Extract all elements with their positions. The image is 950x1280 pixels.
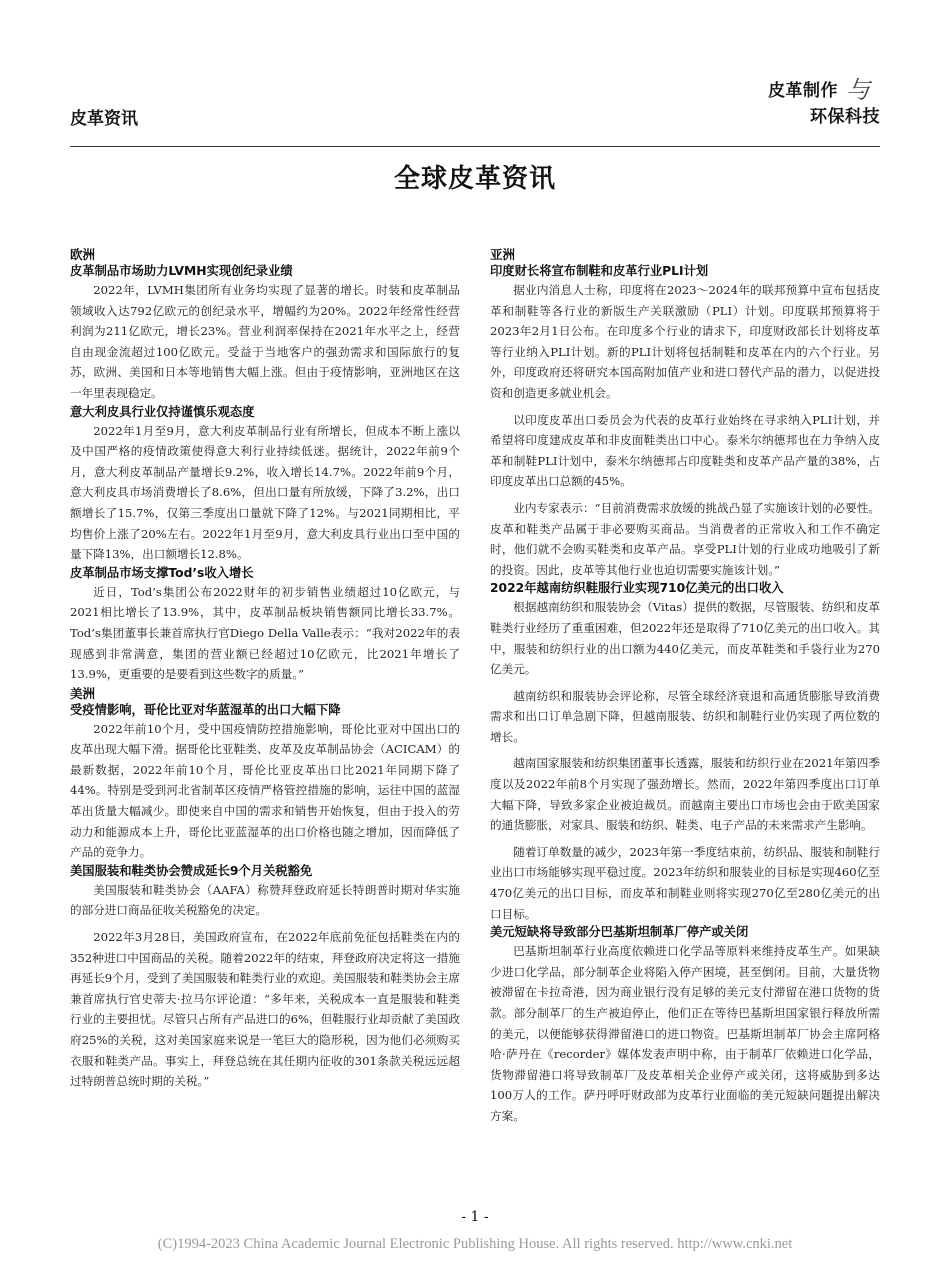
region-label-europe: 欧洲 bbox=[70, 247, 96, 262]
region-label-americas: 美洲 bbox=[70, 685, 96, 701]
article-headline: 2022年越南纺织鞋服行业实现710亿美元的出口收入 bbox=[490, 581, 784, 596]
article-paragraph: 巴基斯坦制革行业高度依赖进口化学品等原料来维持皮革生产。如果缺少进口化学品，部分制革企业将陷入停产困境，甚至倒闭。目前，大量货物被滞留在卡拉奇港，因为商业银行没有足够的美元支付滞留在港口货物的货款。部分制革厂的生产被迫停止，他们正在等待巴基斯坦国家银行释放所需的美元，以便能够获得滞留港口的进口物资。巴基斯坦制革厂协会主席阿格哈·萨丹在《recorder》媒体发表声明中称，由于制革厂依赖进口化学品，货物滞留港口将导致制革厂及皮革相关企业停产或关闭，这将威胁到多达100万人的工作。萨丹呼吁财政部为皮革行业面临的美元短缺问题提出解决方案。 bbox=[490, 944, 880, 1123]
article-paragraph: 越南国家服装和纺织集团董事长透露，服装和纺织行业在2021年第四季度以及2022年前8个月实现了强劲增长。然而，2022年第四季度出口订单大幅下降，导致多家企业被迫裁员。而越南主要出口市场也会由于欧美国家的通货膨胀，对家具、服装和纺织、鞋类、电子产品的未来需求产生影响。 bbox=[490, 756, 880, 833]
article-paragraph: 随着订单数量的减少，2023年第一季度结束前，纺织品、服装和制鞋行业出口市场能够实现平稳过度。2023年纺织和服装业的目标是实现460亿至470亿美元的出口目标，而皮革和制鞋业则将实现270亿至280亿美元的出口目标。 bbox=[490, 844, 880, 921]
left-column bbox=[70, 246, 460, 1092]
region-label-asia: 亚洲 bbox=[490, 247, 516, 262]
article-paragraph: 据业内消息人士称，印度将在2023～2024年的联邦预算中宣布包括皮革和制鞋等各行业的新版生产关联激励（PLI）计划。印度联邦预算将于2023年2月1日公布。在印度多个行业的请求下，印度财政部长计划将皮革等行业纳入PLI计划。新的PLI计划将包括制鞋和皮革在内的六个行业。另外，印度政府还将研究本国高附加值产业和进口替代产品的潜力，以促进投资和创造更多就业机会。 bbox=[490, 283, 880, 400]
article-paragraph: 美国服装和鞋类协会（AAFA）称赞拜登政府延长特朗普时期对华实施的部分进口商品征收关税豁免的决定。 bbox=[70, 882, 460, 918]
article-paragraph: 以印度皮革出口委员会为代表的皮革行业始终在寻求纳入PLI计划，并希望将印度建成皮革和非皮面鞋类出口中心。泰米尔纳德邦也在力争纳入皮革和制鞋PLI计划中，泰米尔纳德邦占印度鞋类和皮革产品产量的38%，占印度皮革出口总额的45%。 bbox=[490, 412, 880, 489]
page-title: 全球皮革资讯 bbox=[393, 164, 556, 194]
journal-name-line1: 皮革制作 bbox=[768, 81, 838, 101]
article-paragraph: 2022年3月28日，美国政府宣布，在2022年底前免征包括鞋类在内的352种进口中国商品的关税。随着2022年的结束，拜登政府决定将这一措施再延长9个月，受到了美国服装和鞋类行业的欢迎。美国服装和鞋类协会主席兼首席执行官史蒂夫·拉马尔评论道：“多年来，关税成本一直是服装和鞋类行业的主要担忧。尽管只占所有产品进口的6%，但鞋服行业却贡献了美国政府25%的关税，这对美国家庭来说是一笔巨大的隐形税，因为他们必须购买衣服和鞋类产品。事实上，拜登总统在其任期内征收的301条款关税远远超过特朗普总统时期的关税。” bbox=[70, 930, 460, 1089]
article-paragraph: 越南纺织和服装协会评论称，尽管全球经济衰退和高通货膨胀导致消费需求和出口订单急剧下降，但越南服装、纺织和制鞋行业仍实现了两位数的增长。 bbox=[490, 688, 880, 744]
article-paragraph: 近日，Tod’s集团公布2022财年的初步销售业绩超过10亿欧元，与2021相比增长了13.9%，其中，皮革制品板块销售额同比增长33.7%。Tod’s集团董事长兼首席执行官Diego Della Valle表示：“我对2022年的表现感到非常满意，集团的营业额已经超过10亿欧元，比2021年增长了13.9%，更重要的是要看到这些数字的质量。” bbox=[70, 584, 460, 682]
article-headline: 美元短缺将导致部分巴基斯坦制革厂停产或关闭 bbox=[490, 925, 749, 940]
article-headline: 皮革制品市场支撑Tod’s收入增长 bbox=[70, 565, 254, 580]
section-name: 皮革资讯 bbox=[70, 109, 138, 129]
article-paragraph: 2022年前10个月，受中国疫情防控措施影响，哥伦比亚对中国出口的皮革出现大幅下滑。据哥伦比亚鞋类、皮革及皮革制品协会（ACICAM）的最新数据，2022年前10个月，哥伦比亚皮革出口比2021年同期下降了44%。特别是受到河北省制革区疫情严格管控措施的影响，运往中国的蓝湿革出货量大幅减少。即使来自中国的需求和销售开始恢复，但由于投入的劳动力和能源成本上升，哥伦比亚蓝湿革的出口价格也随之增加，因而降低了产品的竞争力。 bbox=[70, 721, 460, 860]
article-headline: 受疫情影响，哥伦比亚对华蓝湿革的出口大幅下降 bbox=[70, 702, 341, 717]
article-paragraph: 根据越南纺织和服装协会（Vitas）提供的数据，尽管服装、纺织和皮革鞋类行业经历了重重困难，但2022年还是取得了710亿美元的出口收入。其中，服装和纺织行业的出口额为440亿美元，而皮革鞋类和手袋行业为270亿美元。 bbox=[490, 600, 880, 677]
article-headline: 意大利皮具行业仅持谨慎乐观态度 bbox=[70, 404, 255, 419]
journal-logo bbox=[768, 74, 880, 126]
page-number: - 1 - bbox=[461, 1209, 489, 1225]
copyright-notice: (C)1994-2023 China Academic Journal Electronic Publishing House. All rights reserved. http://www.cnki.net bbox=[157, 1236, 793, 1252]
article-paragraph: 2022年1月至9月，意大利皮革制品行业有所增长，但成本不断上涨以及中国严格的疫情政策使得意大利行业持续低迷。据统计，2022年前9个月，意大利皮革制品产量增长9.2%，收入增长14.7%。2022年前9个月，意大利皮具市场消费增长了8.6%，但出口量有所放缓，下降了3.2%，出口额增长了15.7%，仅第三季度出口量就下降了12%。与2021同期相比，平均售价上涨了20%左右。2022年1月至9月，意大利皮具行业出口至中国的量下降13%，出口额增长12.8%。 bbox=[70, 423, 460, 562]
right-column bbox=[490, 246, 880, 1127]
article-headline: 美国服装和鞋类协会赞成延长9个月关税豁免 bbox=[70, 863, 313, 878]
article-headline: 皮革制品市场助力LVMH实现创纪录业绩 bbox=[70, 264, 293, 278]
article-headline: 印度财长将宣布制鞋和皮革行业PLI计划 bbox=[490, 264, 709, 278]
article-paragraph: 业内专家表示：“目前消费需求放缓的挑战凸显了实施该计划的必要性。皮革和鞋类产品属于非必要购买商品。当消费者的正常收入和工作不确定时，他们就不会购买鞋类和皮革产品。享受PLI计划的行业成功地吸引了新的投资。因此，皮革等其他行业也迫切需要实施该计划。” bbox=[490, 500, 880, 577]
journal-name-line2: 环保科技 bbox=[810, 107, 880, 127]
journal-logo-mark: 与 bbox=[846, 76, 870, 104]
page-header bbox=[70, 70, 880, 147]
article-paragraph: 2022年，LVMH集团所有业务均实现了显著的增长。时装和皮革制品领域收入达792亿欧元的创纪录水平，增幅约为20%。2022年经常性经营利润为211亿欧元，增长23%。营业利润率保持在2021年水平之上，经营自由现金流超过100亿欧元。受益于当地客户的强劲需求和国际旅行的复苏，欧洲、美国和日本等地销售大幅上涨。但由于疫情影响，亚洲地区在这一年里表现稳定。 bbox=[70, 283, 460, 400]
